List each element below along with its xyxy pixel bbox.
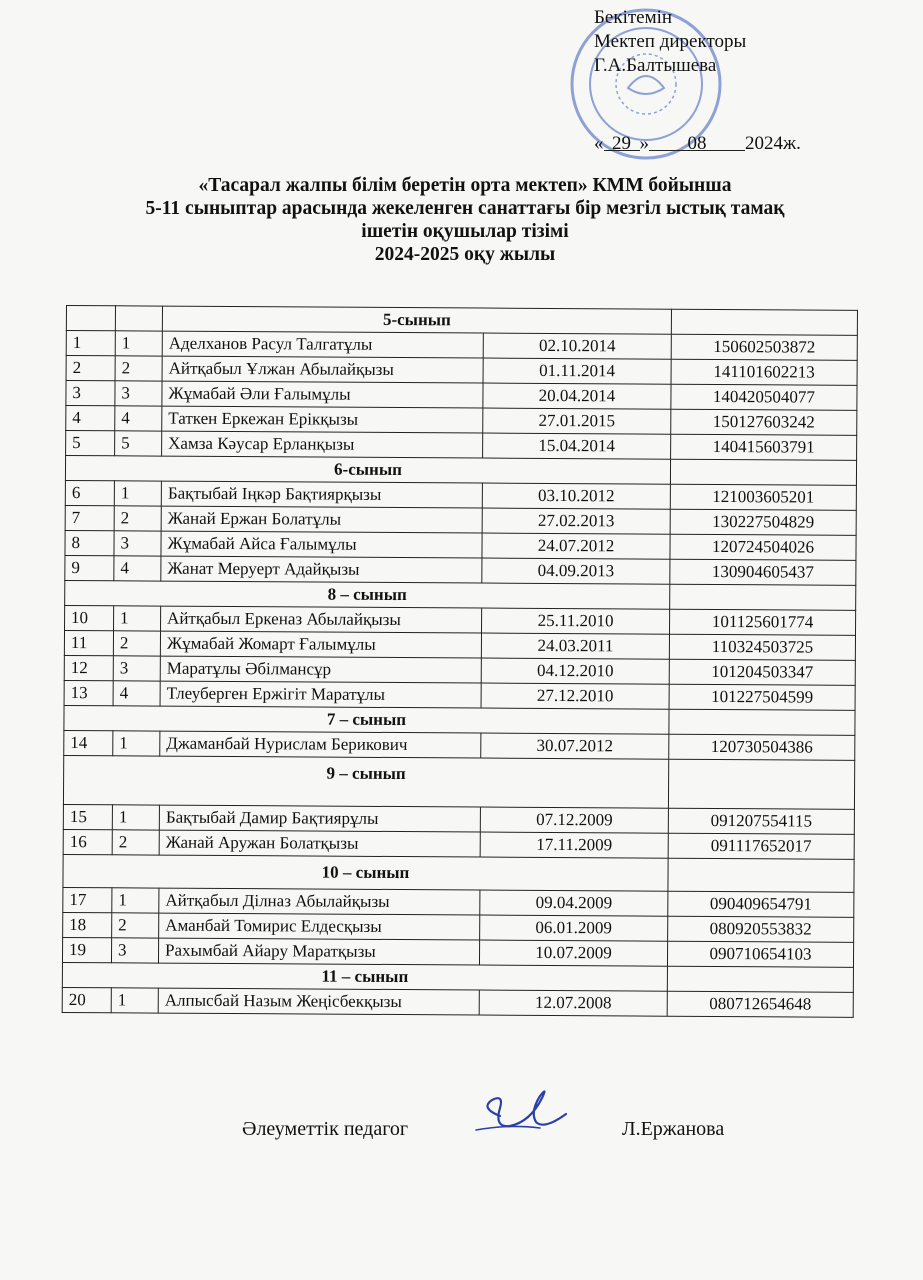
row-number: 8 — [65, 530, 114, 555]
birth-date: 20.04.2014 — [483, 383, 671, 409]
row-sub-number: 2 — [113, 631, 160, 656]
student-name: Айтқабыл Ділназ Абылайқызы — [159, 888, 480, 915]
footer-signatory-name: Л.Ержанова — [622, 1118, 725, 1140]
footer-role: Әлеуметтік педагог — [242, 1118, 409, 1140]
row-number: 17 — [63, 887, 112, 912]
iin-number: 130904605437 — [670, 559, 856, 585]
approval-line-director-name: Г.А.Балтышева — [594, 55, 717, 76]
row-sub-number: 1 — [112, 888, 159, 913]
approval-line-approve: Бекітемін — [594, 7, 673, 28]
row-number: 14 — [64, 730, 113, 755]
row-number: 19 — [62, 937, 111, 962]
row-sub-number: 2 — [115, 356, 162, 381]
iin-number: 091207554115 — [668, 808, 854, 834]
document-title — [80, 174, 850, 266]
table-row — [62, 987, 853, 1017]
row-number: 2 — [66, 356, 115, 381]
birth-date: 03.10.2012 — [482, 483, 670, 509]
row-sub-number: 1 — [114, 606, 161, 631]
row-sub-number: 4 — [113, 681, 160, 706]
birth-date: 01.11.2014 — [483, 358, 671, 384]
row-sub-number: 3 — [114, 531, 161, 556]
student-name: Таткен Еркежан Ерікқызы — [162, 406, 483, 433]
grade-header-row — [63, 755, 854, 809]
birth-date: 04.09.2013 — [482, 558, 670, 584]
row-number: 7 — [65, 505, 114, 530]
approval-date — [594, 132, 801, 156]
grade-label: 10 – сынып — [63, 854, 668, 891]
student-name: Тлеуберген Ержігіт Маратұлы — [160, 681, 481, 708]
iin-number: 101227504599 — [669, 684, 855, 710]
birth-date: 04.12.2010 — [481, 658, 669, 684]
grade-label: 6-сынып — [65, 456, 670, 485]
student-name: Рахымбай Айару Маратқызы — [158, 938, 479, 965]
student-name: Жанай Аружан Болатқызы — [159, 830, 480, 857]
birth-date: 30.07.2012 — [481, 733, 669, 759]
student-name: Бақтыбай Дамир Бақтиярұлы — [159, 805, 480, 832]
approval-block — [594, 6, 894, 154]
row-sub-number: 2 — [112, 913, 159, 938]
row-sub-number: 1 — [114, 481, 161, 506]
date-day: 29 — [604, 132, 640, 151]
row-number: 12 — [64, 655, 113, 680]
birth-date: 12.07.2008 — [479, 990, 667, 1016]
student-roster-table — [62, 305, 858, 1018]
iin-number: 110324503725 — [669, 634, 855, 660]
grade-label: 8 – сынып — [65, 580, 670, 609]
row-sub-number: 1 — [111, 988, 158, 1013]
birth-date: 24.07.2012 — [482, 533, 670, 559]
row-number: 5 — [66, 431, 115, 456]
date-year: 2024ж. — [745, 133, 801, 154]
row-sub-number: 5 — [115, 431, 162, 456]
row-number: 15 — [63, 804, 112, 829]
student-name: Жанай Ержан Болатұлы — [161, 506, 482, 533]
birth-date: 10.07.2009 — [479, 940, 667, 966]
birth-date: 27.01.2015 — [483, 408, 671, 434]
student-name: Аделханов Расул Талгатұлы — [162, 331, 483, 358]
iin-number: 101204503347 — [669, 659, 855, 685]
student-name: Жұмабай Жомарт Ғалымұлы — [160, 631, 481, 658]
iin-number: 080712654648 — [667, 991, 853, 1017]
birth-date: 09.04.2009 — [480, 890, 668, 916]
iin-number: 121003605201 — [670, 484, 856, 510]
date-close-quote: » — [639, 133, 649, 154]
iin-number: 140415603791 — [671, 434, 857, 460]
iin-number: 140420504077 — [671, 384, 857, 410]
student-name: Жұмабай Айса Ғалымұлы — [161, 531, 482, 558]
date-open-quote: « — [594, 133, 604, 154]
row-sub-number: 2 — [112, 830, 159, 855]
birth-date: 27.12.2010 — [481, 683, 669, 709]
student-name: Маратұлы Әбілмансұр — [160, 656, 481, 683]
title-line-4: 2024-2025 оқу жылы — [374, 244, 556, 265]
iin-number: 150602503872 — [671, 334, 857, 360]
iin-number: 101125601774 — [670, 609, 856, 635]
birth-date: 15.04.2014 — [483, 433, 671, 459]
row-sub-number: 4 — [115, 406, 162, 431]
birth-date: 17.11.2009 — [480, 832, 668, 858]
row-number: 16 — [63, 829, 112, 854]
iin-number: 130227504829 — [670, 509, 856, 535]
student-name: Аманбай Томирис Елдесқызы — [159, 913, 480, 940]
row-number: 3 — [66, 381, 115, 406]
birth-date: 25.11.2010 — [482, 608, 670, 634]
student-name: Алпысбай Назым Жеңісбекқызы — [158, 988, 479, 1015]
row-sub-number: 3 — [115, 381, 162, 406]
grade-label: 11 – сынып — [62, 962, 667, 991]
birth-date: 24.03.2011 — [481, 633, 669, 659]
row-sub-number: 1 — [113, 731, 160, 756]
row-sub-number: 4 — [114, 556, 161, 581]
student-name: Жанат Меруерт Адайқызы — [161, 556, 482, 583]
iin-number: 090409654791 — [668, 891, 854, 917]
row-number: 1 — [66, 331, 115, 356]
birth-date: 02.10.2014 — [483, 333, 671, 359]
student-name: Айтқабыл Ұлжан Абылайқызы — [162, 356, 483, 383]
row-number: 20 — [62, 987, 111, 1012]
date-month: 08 — [649, 132, 745, 151]
row-sub-number: 1 — [115, 331, 162, 356]
row-sub-number: 3 — [113, 656, 160, 681]
grade-header-row — [63, 854, 854, 892]
row-sub-number: 3 — [111, 938, 158, 963]
approval-line-position: Мектеп директоры — [594, 31, 747, 52]
iin-number: 091117652017 — [668, 833, 854, 859]
iin-number: 150127603242 — [671, 409, 857, 435]
row-number: 10 — [65, 605, 114, 630]
signature-icon — [470, 1078, 580, 1148]
grade-label: 7 – сынып — [64, 705, 669, 734]
row-number: 11 — [64, 630, 113, 655]
row-sub-number: 2 — [114, 506, 161, 531]
title-line-2: 5-11 сыныптар арасында жекеленген санаттағы бір мезгіл ыстық тамақ — [145, 198, 785, 219]
title-line-1: «Тасарал жалпы білім беретін орта мектеп» КММ бойынша — [198, 175, 732, 196]
student-name: Бақтыбай Іңкәр Бақтиярқызы — [161, 481, 482, 508]
grade-label: 9 – сынып — [63, 755, 668, 808]
title-line-3: ішетін оқушылар тізімі — [361, 221, 569, 242]
iin-number: 120730504386 — [669, 734, 855, 760]
row-number: 4 — [66, 406, 115, 431]
row-sub-number: 1 — [112, 805, 159, 830]
iin-number: 080920553832 — [668, 916, 854, 942]
row-number: 13 — [64, 680, 113, 705]
birth-date: 06.01.2009 — [480, 915, 668, 941]
student-name: Жұмабай Әли Ғалымұлы — [162, 381, 483, 408]
student-name: Хамза Кәусар Ерланқызы — [162, 431, 483, 458]
iin-number: 090710654103 — [667, 941, 853, 967]
birth-date: 27.02.2013 — [482, 508, 670, 534]
iin-number: 120724504026 — [670, 534, 856, 560]
row-number: 6 — [65, 480, 114, 505]
iin-number: 141101602213 — [671, 359, 857, 385]
row-number: 18 — [63, 912, 112, 937]
student-name: Айтқабыл Еркеназ Абылайқызы — [161, 606, 482, 633]
student-name: Джаманбай Нурислам Берикович — [160, 731, 481, 758]
birth-date: 07.12.2009 — [480, 807, 668, 833]
row-number: 9 — [65, 555, 114, 580]
grade-label: 5-сынып — [162, 306, 671, 334]
